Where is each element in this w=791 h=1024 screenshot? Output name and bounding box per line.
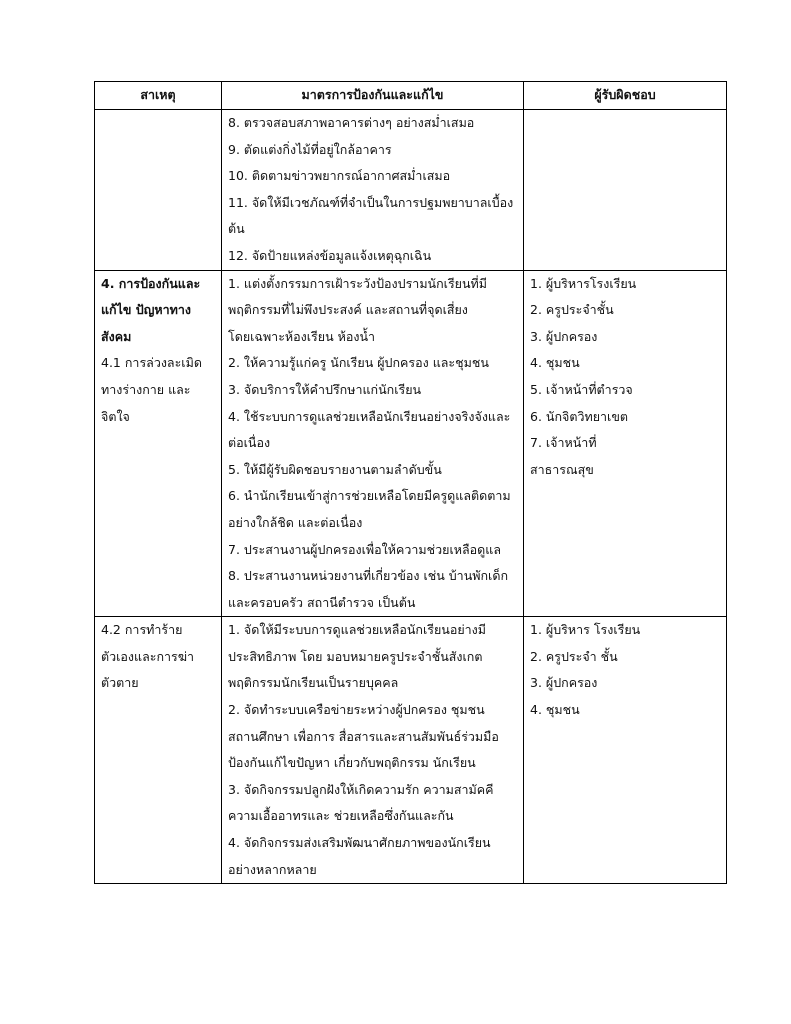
- measure-line: 5. ให้มีผู้รับผิดชอบรายงานตามลำดับขั้น: [228, 461, 442, 477]
- responsible-cell: [524, 110, 727, 271]
- measure-line: ป้องกันแก้ไขปัญหา เกี่ยวกับพฤติกรรม นักเรียน: [228, 755, 476, 771]
- measure-line: 8. ประสานงานหน่วยงานที่เกี่ยวข้อง เช่น บ้านพักเด็ก: [228, 568, 509, 584]
- header-measures: มาตรการป้องกันและแก้ไข: [222, 82, 524, 110]
- responsible-cell: [524, 270, 727, 617]
- measure-line: 10. ติดตามข่าวพยากรณ์อากาศสม่ำเสมอ: [228, 168, 451, 184]
- table-row: [95, 270, 727, 617]
- cause-cell: [95, 110, 222, 271]
- cause-line: ตัวเองและการฆ่า: [101, 648, 195, 664]
- measure-line: 1. แต่งตั้งกรรมการเฝ้าระวังป้องปรามนักเรียนที่มี: [228, 275, 488, 291]
- measure-line: พฤติกรรมนักเรียนเป็นรายบุคคล: [228, 675, 399, 691]
- responsible-line: 3. ผู้ปกครอง: [530, 328, 598, 344]
- measure-line: 2. จัดทำระบบเครือข่ายระหว่างผู้ปกครอง ชุมชน: [228, 702, 485, 718]
- measure-line: อย่างหลากหลาย: [228, 861, 317, 877]
- measure-line: อย่างใกล้ชิด และต่อเนื่อง: [228, 514, 363, 530]
- measure-line: พฤติกรรมที่ไม่พึงประสงค์ และสถานที่จุดเสี่ยง: [228, 302, 468, 318]
- section-heading-line: 4. การป้องกันและ: [101, 275, 201, 291]
- responsible-line: 2. ครูประจำชั้น: [530, 302, 614, 318]
- measure-line: ประสิทธิภาพ โดย มอบหมายครูประจำชั้นสังเกต: [228, 648, 483, 664]
- responsible-line: สาธารณสุข: [530, 461, 594, 477]
- measure-line: 4. ใช้ระบบการดูแลช่วยเหลือนักเรียนอย่างจริงจังและ: [228, 408, 511, 424]
- table-row: [95, 110, 727, 271]
- measure-line: 6. นำนักเรียนเข้าสู่การช่วยเหลือโดยมีครูดูแลติดตาม: [228, 488, 511, 504]
- responsible-line: 1. ผู้บริหาร โรงเรียน: [530, 622, 641, 638]
- measures-cell: [222, 617, 524, 884]
- table-row: [95, 617, 727, 884]
- measure-line: และครอบครัว สถานีตำรวจ เป็นต้น: [228, 594, 416, 610]
- responsible-line: 4. ชุมชน: [530, 702, 580, 718]
- section-heading-line: แก้ไข ปัญหาทาง: [101, 302, 192, 318]
- section-heading-line: สังคม: [101, 328, 132, 344]
- cause-cell: [95, 617, 222, 884]
- table-header-row: [95, 82, 727, 110]
- cause-line: ตัวตาย: [101, 675, 139, 691]
- responsible-line: 3. ผู้ปกครอง: [530, 675, 598, 691]
- measure-line: 2. ให้ความรู้แก่ครู นักเรียน ผู้ปกครอง และชุมชน: [228, 355, 489, 371]
- responsible-line: 4. ชุมชน: [530, 355, 580, 371]
- measure-line: 4. จัดกิจกรรมส่งเสริมพัฒนาศักยภาพของนักเรียน: [228, 835, 491, 851]
- cause-line: 4.2 การทำร้าย: [101, 622, 183, 638]
- measure-line: ความเอื้ออาทรและ ช่วยเหลือซึ่งกันและกัน: [228, 808, 454, 824]
- measure-line: สถานศึกษา เพื่อการ สื่อสารและสานสัมพันธ์ร่วมมือ: [228, 728, 499, 744]
- measure-line: 1. จัดให้มีระบบการดูแลช่วยเหลือนักเรียนอย่างมี: [228, 622, 487, 638]
- header-responsible: ผู้รับผิดชอบ: [524, 82, 727, 110]
- cause-line: จิตใจ: [101, 408, 130, 424]
- cause-line: 4.1 การล่วงละเมิด: [101, 355, 202, 371]
- responsible-line: 2. ครูประจำ ชั้น: [530, 648, 618, 664]
- measure-line: 3. จัดบริการให้คำปรึกษาแก่นักเรียน: [228, 381, 422, 397]
- header-cause: สาเหตุ: [95, 82, 222, 110]
- measures-cell: [222, 270, 524, 617]
- responsible-line: 5. เจ้าหน้าที่ตำรวจ: [530, 381, 633, 397]
- cause-cell: [95, 270, 222, 617]
- measure-line: 7. ประสานงานผู้ปกครองเพื่อให้ความช่วยเหลือดูแล: [228, 541, 501, 557]
- measure-line: ต้น: [228, 221, 245, 237]
- measure-line: 3. จัดกิจกรรมปลูกฝังให้เกิดความรัก ความสามัคคี: [228, 781, 494, 797]
- measure-line: โดยเฉพาะห้องเรียน ห้องน้ำ: [228, 328, 376, 344]
- measure-line: 8. ตรวจสอบสภาพอาคารต่างๆ อย่างสม่ำเสมอ: [228, 115, 475, 130]
- responsible-cell: [524, 617, 727, 884]
- responsible-line: 6. นักจิตวิทยาเขต: [530, 408, 628, 424]
- measure-line: 12. จัดป้ายแหล่งข้อมูลแจ้งเหตุฉุกเฉิน: [228, 247, 432, 263]
- measures-cell: [222, 110, 524, 271]
- responsible-line: 7. เจ้าหน้าที่: [530, 435, 597, 451]
- responsible-line: 1. ผู้บริหารโรงเรียน: [530, 275, 637, 291]
- measure-line: 9. ตัดแต่งกิ่งไม้ที่อยู่ใกล้อาคาร: [228, 141, 392, 157]
- measure-line: ต่อเนื่อง: [228, 435, 271, 451]
- cause-line: ทางร่างกาย และ: [101, 381, 191, 397]
- measure-line: 11. จัดให้มีเวชภัณฑ์ที่จำเป็นในการปฐมพยาบาลเบื้อง: [228, 194, 514, 210]
- measures-table: [94, 81, 727, 884]
